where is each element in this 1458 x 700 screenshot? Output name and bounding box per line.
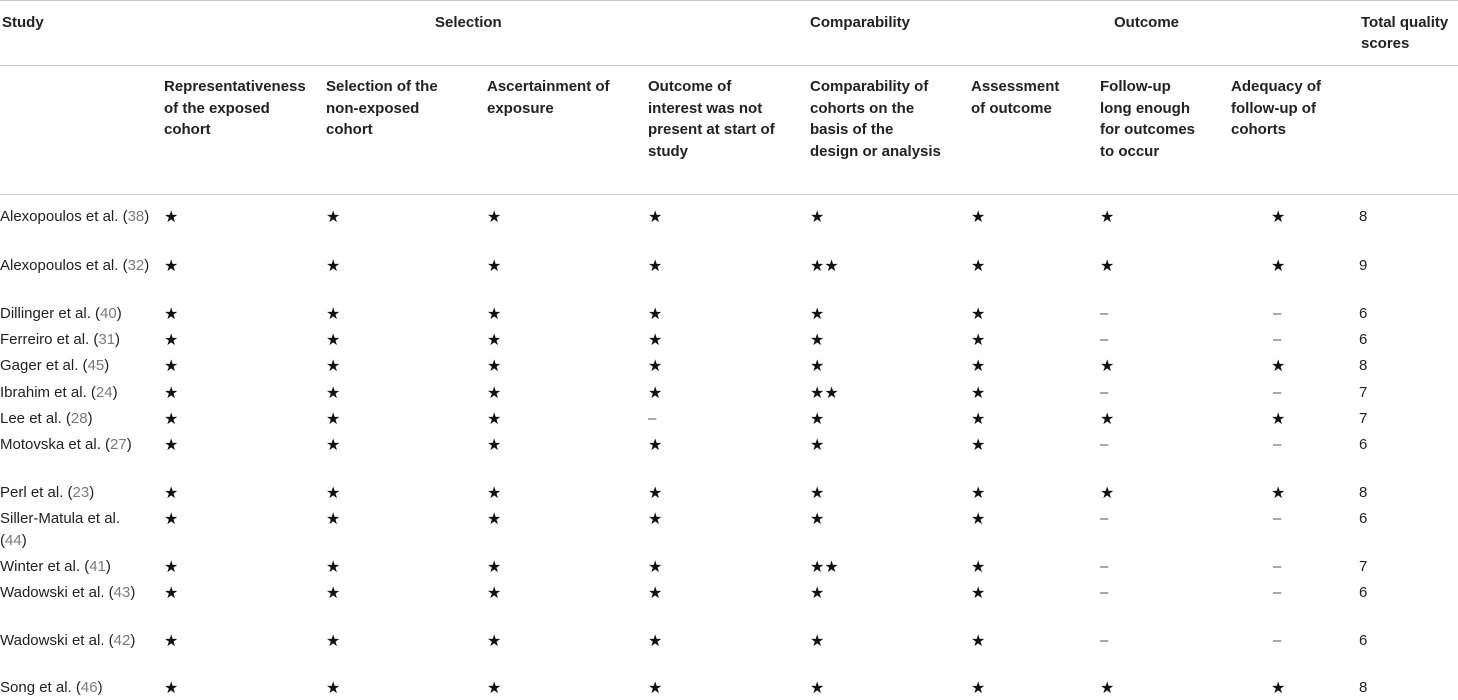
total-score: 6 bbox=[1359, 331, 1368, 348]
header-total-quality-scores: Total quality scores bbox=[1361, 14, 1449, 52]
reference-link[interactable]: 42 bbox=[113, 632, 131, 649]
study-name: Alexopoulos et al. ( bbox=[0, 257, 128, 274]
star-rating: ★★ bbox=[810, 385, 839, 402]
star-rating: ★ bbox=[971, 209, 986, 226]
star-rating: ★ bbox=[810, 411, 825, 428]
not-applicable-dash: – bbox=[1273, 436, 1282, 453]
study-name-close: ) bbox=[97, 679, 103, 696]
star-rating: ★ bbox=[326, 511, 341, 528]
star-rating: ★ bbox=[971, 306, 986, 323]
star-rating: ★ bbox=[164, 437, 179, 454]
star-rating: ★ bbox=[487, 332, 502, 349]
star-rating: ★ bbox=[487, 209, 502, 226]
study-cell bbox=[0, 382, 150, 404]
study-cell bbox=[0, 303, 150, 325]
study-cell bbox=[0, 329, 150, 351]
star-rating: ★ bbox=[487, 633, 502, 650]
star-rating: ★ bbox=[326, 411, 341, 428]
study-name-close: ) bbox=[130, 632, 136, 649]
study-name: Siller-Matula et al. ( bbox=[0, 510, 121, 549]
study-cell bbox=[0, 508, 150, 551]
star-rating: ★★ bbox=[810, 559, 839, 576]
study-name: Dillinger et al. ( bbox=[0, 305, 101, 322]
study-cell bbox=[0, 677, 150, 699]
subheader-assessment-outcome: Assessment of outcome bbox=[971, 78, 1060, 117]
study-name: Ferreiro et al. ( bbox=[0, 331, 99, 348]
study-name: Wadowski et al. ( bbox=[0, 584, 114, 601]
star-rating: ★ bbox=[164, 485, 179, 502]
study-name-close: ) bbox=[112, 384, 118, 401]
star-rating: ★ bbox=[326, 680, 341, 697]
study-name-close: ) bbox=[130, 584, 136, 601]
not-applicable-dash: – bbox=[1273, 510, 1282, 527]
total-score: 8 bbox=[1359, 357, 1368, 374]
star-rating: ★ bbox=[648, 258, 663, 275]
not-applicable-dash: – bbox=[1273, 558, 1282, 575]
total-score: 6 bbox=[1359, 305, 1368, 322]
star-rating: ★ bbox=[487, 559, 502, 576]
star-rating: ★ bbox=[326, 332, 341, 349]
study-name-close: ) bbox=[116, 305, 122, 322]
total-score: 6 bbox=[1359, 436, 1368, 453]
star-rating: ★ bbox=[164, 559, 179, 576]
star-rating: ★ bbox=[810, 358, 825, 375]
star-rating: ★ bbox=[487, 511, 502, 528]
star-rating: ★ bbox=[487, 680, 502, 697]
star-rating: ★ bbox=[326, 209, 341, 226]
star-rating: ★ bbox=[164, 258, 179, 275]
reference-link[interactable]: 40 bbox=[100, 305, 117, 322]
star-rating: ★ bbox=[648, 485, 663, 502]
study-name: Lee et al. ( bbox=[0, 410, 71, 427]
star-rating: ★ bbox=[326, 385, 341, 402]
not-applicable-dash: – bbox=[1100, 331, 1109, 348]
reference-link[interactable]: 46 bbox=[80, 679, 98, 696]
study-name: Song et al. ( bbox=[0, 679, 81, 696]
total-score: 7 bbox=[1359, 384, 1368, 401]
star-rating: ★ bbox=[971, 437, 986, 454]
star-rating: ★ bbox=[971, 680, 986, 697]
not-applicable-dash: – bbox=[1273, 384, 1282, 401]
star-rating: ★ bbox=[810, 306, 825, 323]
not-applicable-dash: – bbox=[1100, 510, 1109, 527]
reference-link[interactable]: 23 bbox=[72, 484, 90, 501]
star-rating: ★ bbox=[1271, 209, 1286, 226]
reference-link[interactable]: 44 bbox=[5, 531, 22, 549]
star-rating: ★ bbox=[971, 585, 986, 602]
star-rating: ★ bbox=[1100, 209, 1115, 226]
total-score: 7 bbox=[1359, 558, 1368, 575]
header-comparability: Comparability bbox=[810, 14, 911, 31]
star-rating: ★ bbox=[971, 358, 986, 375]
study-name-close: ) bbox=[89, 484, 95, 501]
total-score: 6 bbox=[1359, 584, 1368, 601]
reference-link[interactable]: 32 bbox=[127, 257, 145, 274]
star-rating: ★ bbox=[810, 209, 825, 226]
star-rating: ★ bbox=[326, 485, 341, 502]
star-rating: ★ bbox=[810, 437, 825, 454]
star-rating: ★ bbox=[648, 633, 663, 650]
star-rating: ★ bbox=[648, 385, 663, 402]
study-name: Gager et al. ( bbox=[0, 357, 88, 374]
star-rating: ★ bbox=[1271, 411, 1286, 428]
header-selection: Selection bbox=[435, 14, 502, 31]
study-cell bbox=[0, 255, 150, 277]
star-rating: ★ bbox=[648, 511, 663, 528]
star-rating: ★ bbox=[164, 358, 179, 375]
header-rule bbox=[0, 65, 1458, 66]
star-rating: ★ bbox=[487, 585, 502, 602]
star-rating: ★ bbox=[971, 332, 986, 349]
subheader-comparability-cohorts: Comparability of cohorts on the basis of the design or analysis bbox=[810, 78, 941, 160]
star-rating: ★ bbox=[326, 633, 341, 650]
star-rating: ★ bbox=[164, 585, 179, 602]
star-rating: ★ bbox=[648, 680, 663, 697]
star-rating: ★ bbox=[487, 306, 502, 323]
star-rating: ★ bbox=[810, 332, 825, 349]
not-applicable-dash: – bbox=[1100, 436, 1109, 453]
study-cell bbox=[0, 408, 150, 430]
star-rating: ★ bbox=[1100, 358, 1115, 375]
star-rating: ★★ bbox=[810, 258, 839, 275]
total-score: 8 bbox=[1359, 679, 1368, 696]
total-score: 8 bbox=[1359, 208, 1368, 225]
star-rating: ★ bbox=[971, 511, 986, 528]
star-rating: ★ bbox=[164, 306, 179, 323]
reference-link[interactable]: 27 bbox=[110, 436, 127, 453]
total-score: 6 bbox=[1359, 632, 1368, 649]
subheader-rule bbox=[0, 194, 1458, 195]
study-name-close: ) bbox=[87, 410, 93, 427]
star-rating: ★ bbox=[1271, 485, 1286, 502]
star-rating: ★ bbox=[648, 332, 663, 349]
subheader-selection-non-exposed: Selection of the non-exposed cohort bbox=[326, 78, 438, 138]
star-rating: ★ bbox=[326, 306, 341, 323]
star-rating: ★ bbox=[971, 385, 986, 402]
star-rating: ★ bbox=[1271, 358, 1286, 375]
star-rating: ★ bbox=[810, 633, 825, 650]
star-rating: ★ bbox=[1100, 485, 1115, 502]
study-name-close: ) bbox=[104, 357, 110, 374]
subheader-representativeness: Representativeness of the exposed cohort bbox=[164, 78, 306, 138]
study-name: Motovska et al. ( bbox=[0, 436, 111, 453]
reference-link[interactable]: 38 bbox=[127, 208, 145, 225]
star-rating: ★ bbox=[810, 585, 825, 602]
star-rating: ★ bbox=[326, 258, 341, 275]
star-rating: ★ bbox=[648, 437, 663, 454]
study-cell bbox=[0, 206, 150, 228]
total-score: 8 bbox=[1359, 484, 1368, 501]
header-outcome: Outcome bbox=[1114, 14, 1180, 31]
star-rating: ★ bbox=[648, 358, 663, 375]
reference-link[interactable]: 43 bbox=[113, 584, 131, 601]
star-rating: ★ bbox=[487, 385, 502, 402]
study-name-close: ) bbox=[144, 208, 150, 225]
star-rating: ★ bbox=[326, 437, 341, 454]
not-applicable-dash: – bbox=[1273, 632, 1282, 649]
not-applicable-dash: – bbox=[648, 410, 657, 427]
study-name: Ibrahim et al. ( bbox=[0, 384, 96, 401]
study-name-close: ) bbox=[21, 531, 27, 549]
subheader-ascertainment: Ascertainment of exposure bbox=[487, 78, 610, 117]
star-rating: ★ bbox=[164, 680, 179, 697]
study-cell bbox=[0, 556, 150, 578]
star-rating: ★ bbox=[164, 332, 179, 349]
total-score: 9 bbox=[1359, 257, 1368, 274]
star-rating: ★ bbox=[810, 511, 825, 528]
star-rating: ★ bbox=[326, 358, 341, 375]
star-rating: ★ bbox=[487, 358, 502, 375]
reference-link[interactable]: 31 bbox=[98, 331, 116, 348]
star-rating: ★ bbox=[164, 385, 179, 402]
star-rating: ★ bbox=[326, 559, 341, 576]
study-cell bbox=[0, 482, 150, 504]
not-applicable-dash: – bbox=[1100, 305, 1109, 322]
star-rating: ★ bbox=[164, 411, 179, 428]
star-rating: ★ bbox=[971, 411, 986, 428]
not-applicable-dash: – bbox=[1273, 584, 1282, 601]
reference-link[interactable]: 24 bbox=[95, 384, 113, 401]
total-score: 6 bbox=[1359, 510, 1368, 527]
header-study: Study bbox=[2, 14, 44, 31]
subheader-outcome-not-present: Outcome of interest was not present at start of study bbox=[648, 78, 775, 160]
star-rating: ★ bbox=[648, 209, 663, 226]
star-rating: ★ bbox=[164, 633, 179, 650]
not-applicable-dash: – bbox=[1100, 558, 1109, 575]
star-rating: ★ bbox=[1271, 680, 1286, 697]
reference-link[interactable]: 41 bbox=[89, 558, 106, 575]
study-name: Wadowski et al. ( bbox=[0, 632, 114, 649]
not-applicable-dash: – bbox=[1100, 384, 1109, 401]
star-rating: ★ bbox=[1271, 258, 1286, 275]
subheader-follow-up-long-enough: Follow-up long enough for outcomes to occur bbox=[1100, 78, 1196, 160]
star-rating: ★ bbox=[164, 511, 179, 528]
study-name-close: ) bbox=[115, 331, 121, 348]
star-rating: ★ bbox=[487, 437, 502, 454]
star-rating: ★ bbox=[971, 633, 986, 650]
star-rating: ★ bbox=[648, 585, 663, 602]
star-rating: ★ bbox=[971, 258, 986, 275]
reference-link[interactable]: 28 bbox=[70, 410, 88, 427]
study-name-close: ) bbox=[144, 257, 150, 274]
not-applicable-dash: – bbox=[1273, 305, 1282, 322]
reference-link[interactable]: 45 bbox=[87, 357, 105, 374]
study-cell bbox=[0, 582, 150, 604]
star-rating: ★ bbox=[810, 680, 825, 697]
star-rating: ★ bbox=[1100, 680, 1115, 697]
not-applicable-dash: – bbox=[1100, 632, 1109, 649]
subheader-adequacy-follow-up: Adequacy of follow-up of cohorts bbox=[1231, 78, 1322, 138]
study-cell bbox=[0, 630, 150, 652]
study-name: Alexopoulos et al. ( bbox=[0, 208, 128, 225]
total-score: 7 bbox=[1359, 410, 1368, 427]
star-rating: ★ bbox=[164, 209, 179, 226]
star-rating: ★ bbox=[1100, 258, 1115, 275]
star-rating: ★ bbox=[487, 411, 502, 428]
star-rating: ★ bbox=[971, 559, 986, 576]
not-applicable-dash: – bbox=[1100, 584, 1109, 601]
star-rating: ★ bbox=[1100, 411, 1115, 428]
star-rating: ★ bbox=[326, 585, 341, 602]
star-rating: ★ bbox=[810, 485, 825, 502]
star-rating: ★ bbox=[487, 258, 502, 275]
not-applicable-dash: – bbox=[1273, 331, 1282, 348]
star-rating: ★ bbox=[648, 306, 663, 323]
study-name: Winter et al. ( bbox=[0, 558, 90, 575]
study-cell bbox=[0, 355, 150, 377]
star-rating: ★ bbox=[487, 485, 502, 502]
table-top-rule bbox=[0, 0, 1458, 1]
star-rating: ★ bbox=[971, 485, 986, 502]
study-name-close: ) bbox=[105, 558, 111, 575]
star-rating: ★ bbox=[648, 559, 663, 576]
study-name-close: ) bbox=[126, 436, 132, 453]
study-name: Perl et al. ( bbox=[0, 484, 73, 501]
study-cell bbox=[0, 434, 150, 456]
